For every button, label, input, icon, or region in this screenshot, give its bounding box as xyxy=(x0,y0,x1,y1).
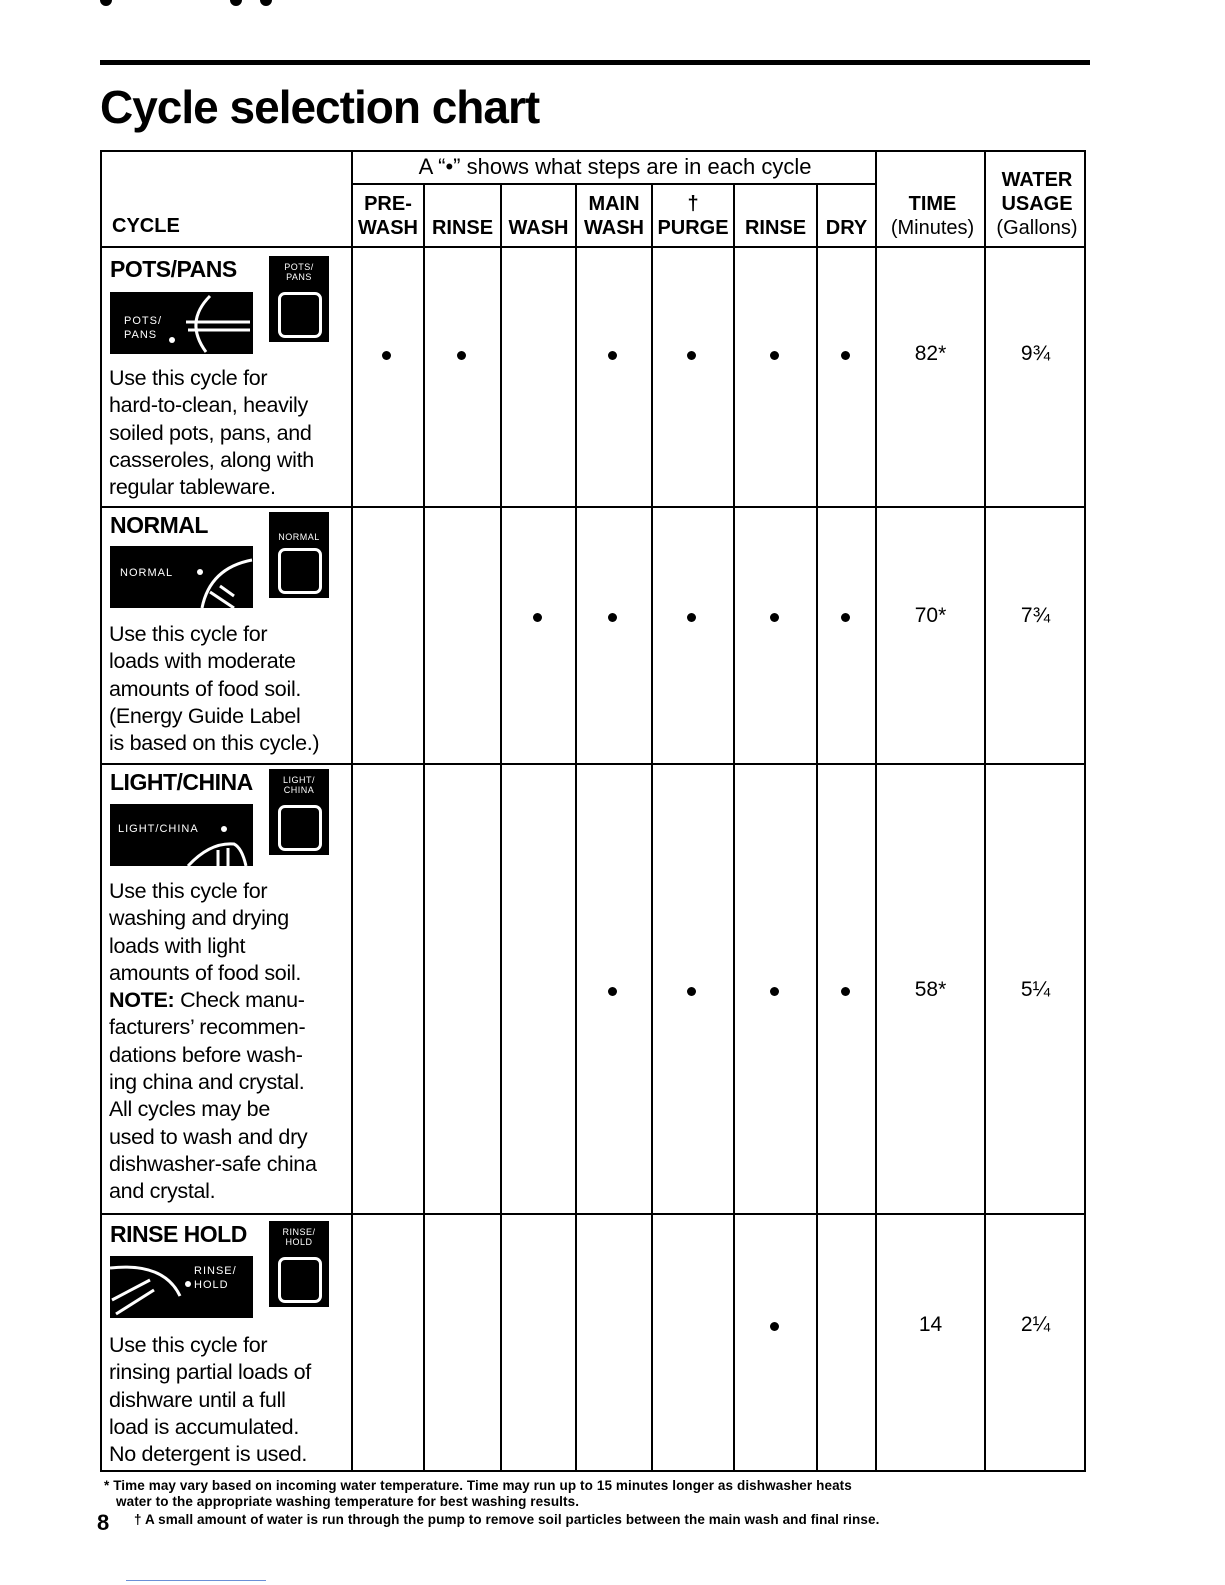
water-value: 9¾ xyxy=(1020,342,1051,365)
header-step-7-line2: DRY xyxy=(825,217,868,239)
time-value: 14 xyxy=(918,1313,943,1336)
header-water-unit: (Gallons) xyxy=(996,217,1078,239)
caption-divider xyxy=(352,183,876,185)
row-divider xyxy=(102,1213,1086,1215)
cycle-desc-pots-pans xyxy=(109,365,349,501)
normal-icon xyxy=(110,546,253,608)
cycle-chart xyxy=(100,150,1086,1472)
water-value: 7¾ xyxy=(1020,604,1051,627)
desc-line: No detergent is used. xyxy=(109,1442,308,1467)
light-china-key-icon xyxy=(278,805,322,851)
normal-panel-label: NORMAL xyxy=(120,567,174,579)
header-step-6-line2: RINSE xyxy=(744,217,807,239)
step-dot xyxy=(687,987,696,996)
header-caption: A “•” shows what steps are in each cycle xyxy=(418,154,812,179)
time-value: 70* xyxy=(914,604,947,627)
header-step-4-line2: WASH xyxy=(584,217,644,239)
cycle-name-light-china: LIGHT/CHINA xyxy=(110,769,253,795)
step-dot xyxy=(382,351,391,360)
desc-line: hard-to-clean, heavily xyxy=(109,393,308,418)
normal-panel xyxy=(110,546,253,608)
cropped-heading-fragment xyxy=(100,0,270,8)
step-dot xyxy=(770,613,779,622)
step-dot xyxy=(608,351,617,360)
note-line: used to wash and dry xyxy=(109,1124,308,1149)
footnote-time-1: * Time may vary based on incoming water temperature. Time may run up to 15 minutes longer as dishwasher heats xyxy=(104,1478,852,1493)
pots-pans-icon xyxy=(110,292,253,354)
rinse-hold-panel xyxy=(110,1256,253,1318)
desc-line: amounts of food soil. xyxy=(109,960,302,985)
header-step-1-line2: WASH xyxy=(358,217,418,239)
step-dot xyxy=(533,613,542,622)
desc-line: amounts of food soil. xyxy=(109,676,302,701)
page-title: Cycle selection chart xyxy=(100,81,540,133)
note-label: NOTE: xyxy=(109,988,175,1013)
step-dot xyxy=(841,351,850,360)
column-divider xyxy=(351,152,353,1472)
column-divider xyxy=(733,183,735,1472)
step-dot xyxy=(608,613,617,622)
water-value: 5¼ xyxy=(1020,978,1051,1001)
pots-pans-key-icon xyxy=(278,292,322,338)
desc-line: Use this cycle for xyxy=(109,366,268,390)
bottom-link-line xyxy=(126,1580,266,1581)
desc-line: casseroles, along with xyxy=(109,447,314,472)
step-dot xyxy=(608,987,617,996)
column-divider xyxy=(423,183,425,1472)
desc-line: dishware until a full xyxy=(109,1387,286,1412)
step-dot xyxy=(687,613,696,622)
step-dot xyxy=(770,1322,779,1331)
step-dot xyxy=(841,987,850,996)
water-value: 2¼ xyxy=(1020,1313,1051,1336)
column-divider xyxy=(575,183,577,1472)
time-value: 58* xyxy=(914,978,947,1001)
desc-line: regular tableware. xyxy=(109,475,276,500)
pots-pans-panel-label: POTS/ PANS xyxy=(124,315,163,341)
step-dot xyxy=(687,351,696,360)
rinse-hold-icon xyxy=(110,1256,253,1318)
light-china-icon xyxy=(110,804,253,866)
note-line: and crystal. xyxy=(109,1179,216,1204)
cycle-desc-normal xyxy=(109,621,349,757)
desc-line: Use this cycle for xyxy=(109,622,268,646)
desc-line: rinsing partial loads of xyxy=(109,1360,311,1385)
header-step-5-line1: † xyxy=(687,193,699,215)
desc-line: Use this cycle for xyxy=(109,879,268,903)
desc-line: soiled pots, pans, and xyxy=(109,420,312,445)
note-text: Check manu- xyxy=(174,988,305,1013)
column-divider xyxy=(500,183,502,1472)
note-line: dishwasher-safe china xyxy=(109,1151,317,1176)
header-step-5-line2: PURGE xyxy=(657,217,729,239)
cycle-desc-light-china xyxy=(109,878,349,1206)
step-dot xyxy=(841,613,850,622)
title-rule xyxy=(100,60,1090,65)
note-line: All cycles may be xyxy=(109,1097,270,1122)
note-line xyxy=(109,987,349,1014)
header-step-3-line2: WASH xyxy=(508,217,569,239)
header-step-2-line2: RINSE xyxy=(431,217,494,239)
row-divider xyxy=(102,506,1086,508)
step-dot xyxy=(770,351,779,360)
desc-line: loads with light xyxy=(109,933,246,958)
row-divider xyxy=(102,246,1086,248)
pots-pans-button xyxy=(269,256,329,342)
footnote-time-2: water to the appropriate washing temperature for best washing results. xyxy=(116,1494,580,1509)
header-time: TIME xyxy=(908,193,957,215)
column-divider xyxy=(651,183,653,1472)
page-number: 8 xyxy=(97,1510,110,1535)
header-step-4-line1: MAIN xyxy=(588,193,640,215)
step-dot xyxy=(457,351,466,360)
time-value: 82* xyxy=(914,342,947,365)
rinse-hold-key-icon xyxy=(278,1257,322,1303)
light-china-button-label: LIGHT/ CHINA xyxy=(282,775,315,795)
desc-line: loads with moderate xyxy=(109,649,296,674)
desc-line: Use this cycle for xyxy=(109,1333,268,1357)
light-china-panel xyxy=(110,804,253,866)
desc-line: (Energy Guide Label xyxy=(109,703,301,728)
desc-line: load is accumulated. xyxy=(109,1414,299,1439)
note-line: ing china and crystal. xyxy=(109,1070,305,1095)
pots-pans-panel xyxy=(110,292,253,354)
header-time-unit: (Minutes) xyxy=(890,217,975,239)
header-water-1: WATER xyxy=(1001,169,1073,191)
light-china-button xyxy=(269,769,329,855)
footnote-purge: † A small amount of water is run through the pump to remove soil particles between the main wash and final rinse. xyxy=(134,1512,880,1527)
pots-pans-button-label: POTS/ PANS xyxy=(284,262,314,282)
cycle-desc-rinse-hold xyxy=(109,1332,349,1468)
row-divider xyxy=(102,763,1086,765)
normal-button xyxy=(269,512,329,598)
note-line: facturers’ recommen- xyxy=(109,1015,306,1040)
header-step-1-line1: PRE- xyxy=(364,193,412,215)
header-cycle: CYCLE xyxy=(112,215,180,237)
light-china-panel-label: LIGHT/CHINA xyxy=(118,823,199,835)
step-dot xyxy=(770,987,779,996)
cycle-name-pots-pans: POTS/PANS xyxy=(110,256,237,282)
rinse-hold-button xyxy=(269,1221,329,1307)
note-line: dations before wash- xyxy=(109,1042,303,1067)
desc-line: washing and drying xyxy=(109,906,289,931)
normal-key-icon xyxy=(278,548,322,594)
header-water-2: USAGE xyxy=(1001,193,1073,215)
rinse-hold-panel-label: RINSE/ HOLD xyxy=(194,1265,237,1291)
desc-line: is based on this cycle.) xyxy=(109,731,320,756)
column-divider xyxy=(816,183,818,1472)
cycle-name-rinse-hold: RINSE HOLD xyxy=(110,1221,247,1247)
column-divider xyxy=(875,152,877,1472)
normal-button-label: NORMAL xyxy=(278,532,320,542)
rinse-hold-button-label: RINSE/ HOLD xyxy=(282,1227,316,1247)
cycle-name-normal: NORMAL xyxy=(110,512,208,538)
